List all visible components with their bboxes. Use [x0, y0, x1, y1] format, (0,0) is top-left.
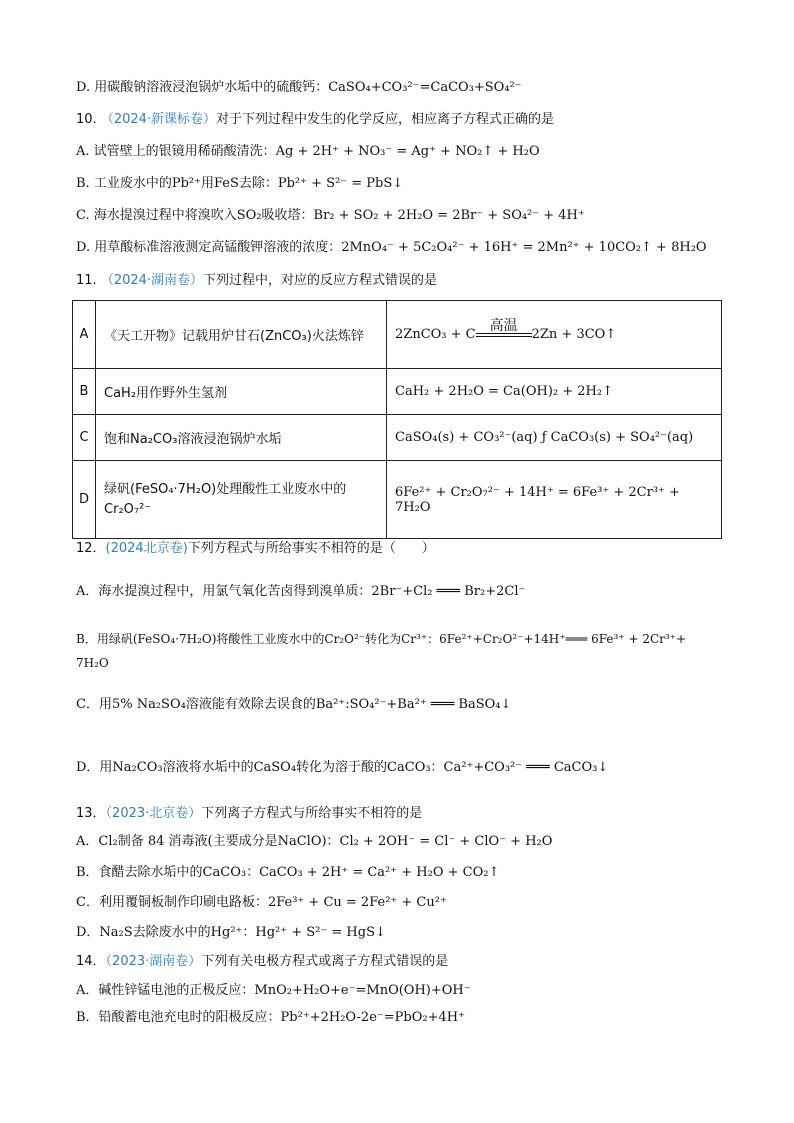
q11-source: （2024·湖南卷） [100, 273, 204, 288]
q11-row-c [73, 415, 722, 461]
q11-row-key: C [73, 415, 96, 461]
q13-stem-line [76, 805, 422, 823]
q12-number: 12． [76, 541, 106, 556]
eq-left: 2ZnCO₃ + C [395, 327, 476, 342]
q10-source: （2024·新课标卷） [100, 112, 217, 127]
q11-table [72, 300, 722, 539]
q14-option-b: B．铅酸蓄电池充电时的阳极反应：Pb²⁺+2H₂O-2e⁻=PbO₂+4H⁺ [76, 1010, 465, 1025]
q12-option-c: C．用5% Na₂SO₄溶液能有效除去误食的Ba²⁺:SO₄²⁻+Ba²⁺ ═══ BaSO₄↓ [76, 697, 512, 712]
q11-row-eq: 6Fe²⁺ + Cr₂O₇²⁻ + 14H⁺ = 6Fe³⁺ + 2Cr³⁺ + 7H₂O [387, 461, 722, 539]
q11-row-eq: CaH₂ + 2H₂O = Ca(OH)₂ + 2H₂↑ [387, 369, 722, 415]
q11-row-eq: CaSO₄(s) + CO₃²⁻(aq) ƒ CaCO₃(s) + SO₄²⁻(aq) [387, 415, 722, 461]
q12-stem-line [76, 540, 435, 558]
q11-row-desc: 《天工开物》记载用炉甘石(ZnCO₃)火法炼锌 [96, 301, 387, 369]
q14-stem-line [76, 953, 448, 971]
q10-option-b: B. 工业废水中的Pb²⁺用FeS去除：Pb²⁺ + S²⁻ = PbS↓ [76, 176, 404, 191]
q11-row-desc: CaH₂用作野外生氢剂 [96, 369, 387, 415]
q12-option-a: A．海水提溴过程中，用氯气氧化苦卤得到溴单质：2Br⁻+Cl₂ ═══ Br₂+2Cl⁻ [76, 584, 526, 599]
q11-row-desc: 绿矾(FeSO₄·7H₂O)处理酸性工业废水中的Cr₂O₇²⁻ [96, 461, 387, 539]
eq-right: 2Zn + 3CO↑ [531, 327, 617, 342]
q10-option-d: D. 用草酸标准溶液测定高锰酸钾溶液的浓度：2MnO₄⁻ + 5C₂O₄²⁻ + 16H⁺ = 2Mn²⁺ + 10CO₂↑ + 8H₂O [76, 240, 707, 255]
q10-stem-line [76, 111, 554, 129]
q11-row-a [73, 301, 722, 369]
q11-row-key: B [73, 369, 96, 415]
reaction-condition: 高温 [489, 318, 518, 334]
q12-stem: 下列方程式与所给事实不相符的是（ ） [187, 541, 435, 556]
q13-source: （2023·北京卷） [105, 806, 202, 821]
q10-option-c: C. 海水提溴过程中将溴吹入SO₂吸收塔：Br₂ + SO₂ + 2H₂O = 2Br⁻ + SO₄²⁻ + 4H⁺ [76, 208, 585, 223]
q13-option-a: A．Cl₂制备 84 消毒液(主要成分是NaClO)：Cl₂ + 2OH⁻ = Cl⁻ + ClO⁻ + H₂O [76, 834, 553, 849]
q11-stem-line [76, 272, 437, 290]
q12-option-b-line2: 7H₂O [76, 656, 109, 670]
q10-stem: 对于下列过程中发生的化学反应，相应离子方程式正确的是 [216, 112, 555, 127]
reaction-condition-arrow [476, 318, 532, 342]
q14-option-a: A．碱性锌锰电池的正极反应：MnO₂+H₂O+e⁻=MnO(OH)+OH⁻ [76, 983, 471, 998]
q10-number: 10. [76, 112, 97, 127]
q12-option-b-line1: B．用绿矾(FeSO₄·7H₂O)将酸性工业废水中的Cr₂O²⁻转化为Cr³⁺：6Fe²⁺+Cr₂O²⁻+14H⁺═══ 6Fe³⁺ + 2Cr³⁺+ [76, 632, 687, 646]
q11-row-eq [387, 301, 722, 369]
q13-option-d: D．Na₂S去除废水中的Hg²⁺：Hg²⁺ + S²⁻ = HgS↓ [76, 925, 386, 940]
q12-option-d: D．用Na₂CO₃溶液将水垢中的CaSO₄转化为溶于酸的CaCO₃：Ca²⁺+CO₃²⁻ ═══ CaCO₃↓ [76, 760, 609, 775]
q14-source: （2023·湖南卷） [105, 954, 202, 969]
q13-stem: 下列离子方程式与所给事实不相符的是 [201, 806, 423, 821]
q11-row-key: D [73, 461, 96, 539]
q11-stem: 下列过程中，对应的反应方程式错误的是 [203, 273, 438, 288]
q13-option-c: C．利用覆铜板制作印刷电路板：2Fe³⁺ + Cu = 2Fe²⁺ + Cu²⁺ [76, 895, 447, 910]
q10-option-a: A. 试管壁上的银镜用稀硝酸清洗：Ag + 2H⁺ + NO₃⁻ = Ag⁺ + NO₂↑ + H₂O [76, 144, 540, 159]
q11-row-b [73, 369, 722, 415]
q13-number: 13． [76, 806, 106, 821]
q11-row-desc: 饱和Na₂CO₃溶液浸泡锅炉水垢 [96, 415, 387, 461]
q11-row-d [73, 461, 722, 539]
q12-source: (2024北京卷) [105, 541, 188, 556]
q9-option-d: D. 用碳酸钠溶液浸泡锅炉水垢中的硫酸钙：CaSO₄+CO₃²⁻=CaCO₃+SO₄²⁻ [76, 80, 522, 95]
q13-option-b: B．食醋去除水垢中的CaCO₃：CaCO₃ + 2H⁺ = Ca²⁺ + H₂O + CO₂↑ [76, 865, 500, 880]
q11-row-key: A [73, 301, 96, 369]
q14-number: 14． [76, 954, 106, 969]
q11-number: 11. [76, 273, 97, 288]
q14-stem: 下列有关电极方程式或离子方程式错误的是 [201, 954, 449, 969]
